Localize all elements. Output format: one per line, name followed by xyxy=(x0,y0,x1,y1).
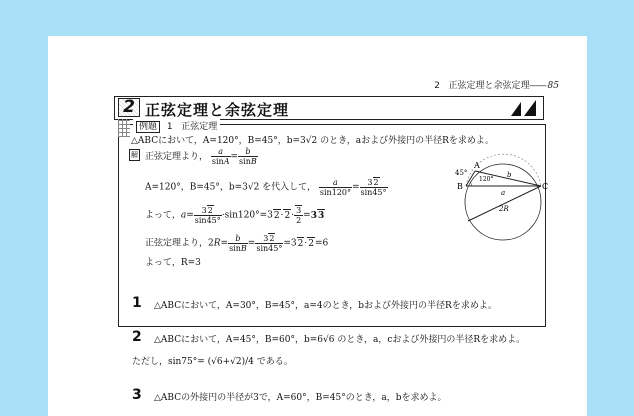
chapter-heading xyxy=(114,96,544,120)
fraction: $\frac{a}{\sin A}$ xyxy=(211,147,230,166)
fraction: $\frac{32}{\sin 45^\circ}$ xyxy=(360,178,387,197)
solution-mark: 解 xyxy=(131,151,138,159)
example-box xyxy=(118,122,549,327)
label-side-b: b xyxy=(507,171,512,179)
example-label xyxy=(133,119,220,132)
label-vertex-a: A xyxy=(474,161,480,170)
example-number: 1 xyxy=(166,122,173,132)
fraction: $\frac{32}{\sin 45^\circ}$ xyxy=(194,206,221,225)
textbook-page xyxy=(48,36,587,416)
example-tag: 例題 xyxy=(136,121,160,133)
problem-2-note: ただし，sin75°= (√6+√2)/4 である。 xyxy=(132,357,293,367)
label-angle-a: 120° xyxy=(479,176,494,183)
page-number: 85 xyxy=(547,81,559,91)
problem-3 xyxy=(132,387,447,404)
solution-line-2-text: A=120°，B=45°，b=3√2 を代入して， xyxy=(145,182,316,193)
solution-line-2: A=120°，B=45°，b=3√2 を代入して， $\frac{a}{\sin 120^\circ}$ = $\frac{32}{\sin 45^\circ}$ xyxy=(145,177,387,197)
problem-number: 1 xyxy=(132,295,142,311)
fraction: $\frac{a}{\sin 120^\circ}$ xyxy=(319,177,351,197)
problem-text: △ABCにおいて，A=45°，B=60°，b=6√6 のとき，a，cおよび外接円の半径Rを求めよ。 xyxy=(154,335,526,345)
problem-text: △ABCの外接円の半径が3で，A=60°，B=45°のとき，a，bを求めよ。 xyxy=(154,393,447,403)
problem-number: 3 xyxy=(132,387,142,403)
example-statement: △ABCにおいて，A=120°，B=45°，b=3√2 のとき，aおよび外接円の半径Rを求めよ。 xyxy=(131,136,494,146)
fraction: $\frac{b}{\sin B}$ xyxy=(229,233,247,253)
fraction: $\frac{32}{\sin 45^\circ}$ xyxy=(256,234,283,253)
chapter-number: 2 xyxy=(118,98,140,117)
solution-line-4: 正弦定理より，2R= $\frac{b}{\sin B}$ = $\frac{32}{\sin 45^\circ}$ =32·2=6 xyxy=(145,233,329,253)
running-head xyxy=(434,78,559,91)
label-radius: 2R xyxy=(499,205,509,213)
label-side-a: a xyxy=(501,189,506,197)
chapter-mark-icon xyxy=(509,99,539,117)
solution-line-4-text: 正弦定理より， xyxy=(145,238,209,249)
problem-text: △ABCにおいて，A=30°，B=45°，a=4のとき，bおよび外接円の半径Rを求めよ。 xyxy=(154,301,497,311)
solution-line-5: よって，R=3 xyxy=(145,258,201,268)
solution-line-3: よって，a= $\frac{32}{\sin 45^\circ}$ ·sin120°=32·2· $\frac{3}{2}$ =33 xyxy=(145,206,325,225)
example-topic: 正弦定理 xyxy=(181,122,218,132)
solution-line-1-text: 正弦定理より， xyxy=(145,152,209,162)
example-grid-decoration xyxy=(118,119,130,137)
problem-1 xyxy=(132,295,497,312)
running-head-section: 2 xyxy=(434,81,440,91)
circumcircle-figure xyxy=(457,155,547,245)
problem-number: 2 xyxy=(132,329,142,345)
label-angle-b: 45° xyxy=(455,169,468,177)
label-vertex-b: B xyxy=(457,182,463,191)
running-head-title: 正弦定理と余弦定理 xyxy=(448,81,530,91)
running-head-dash: ―― xyxy=(529,81,546,91)
label-vertex-c: C xyxy=(542,182,549,191)
solution-line-1: 正弦定理より， $\frac{a}{\sin A}$ = $\frac{b}{\sin B}$ xyxy=(145,147,257,166)
solution-line-3-text: よって， xyxy=(145,210,181,221)
problem-2 xyxy=(132,329,526,346)
fraction: $\frac{3}{2}$ xyxy=(296,206,302,225)
fraction: $\frac{b}{\sin B}$ xyxy=(239,147,257,166)
chapter-title: 正弦定理と余弦定理 xyxy=(145,101,290,119)
